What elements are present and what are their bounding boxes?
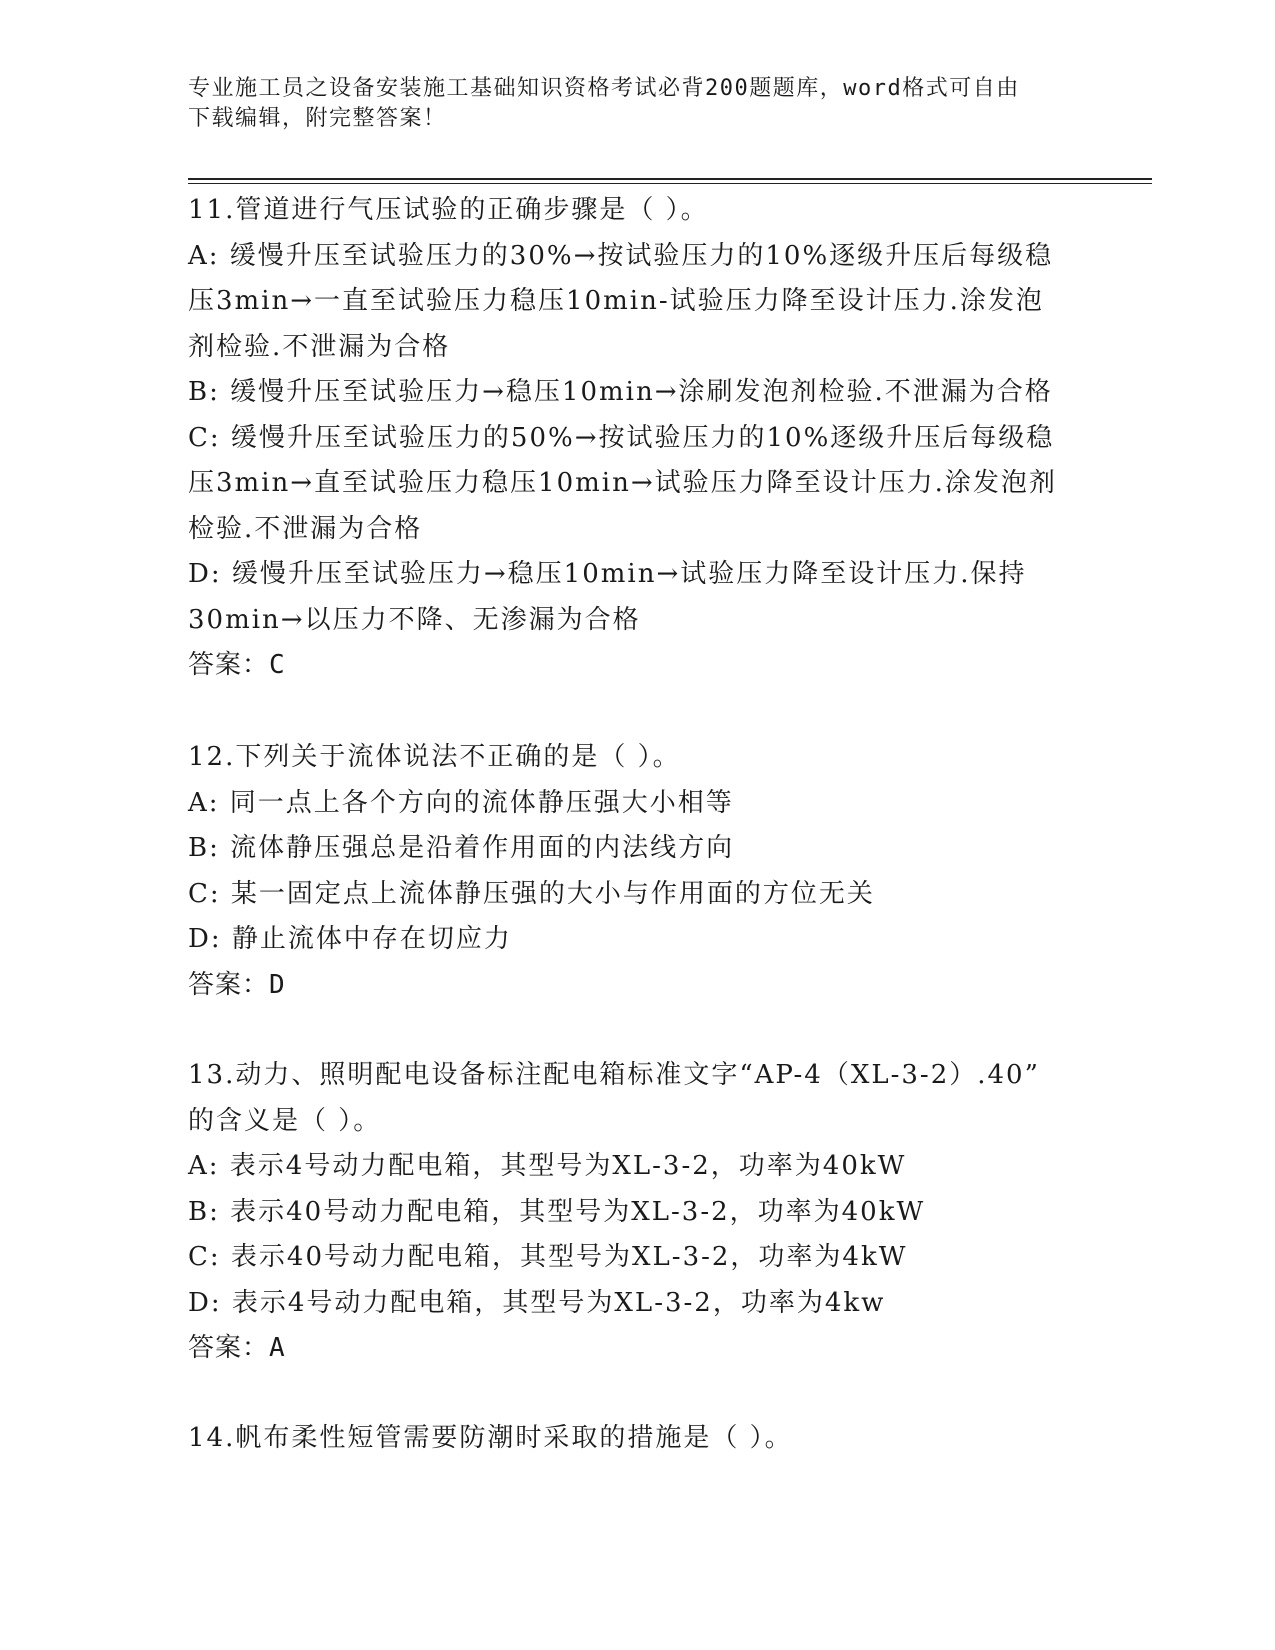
header-line-1: 专业施工员之设备安装施工基础知识资格考试必背200题题库，word格式可自由 <box>188 76 1020 101</box>
option-c-line-2: 压3min→直至试验压力稳压10min→试验压力降至设计压力.涂发泡剂 <box>188 468 1057 498</box>
question-11 <box>188 188 1088 689</box>
header-divider-thin <box>188 183 1152 184</box>
option-a-line-3: 剂检验.不泄漏为合格 <box>188 331 451 362</box>
document-header <box>188 74 1068 134</box>
option-a: A: 表示4号动力配电箱，其型号为XL-3-2，功率为40kW <box>188 1151 907 1181</box>
option-a: A: 同一点上各个方向的流体静压强大小相等 <box>188 787 734 818</box>
option-b: B: 缓慢升压至试验压力→稳压10min→涂刷发泡剂检验.不泄漏为合格 <box>188 377 1053 407</box>
answer: 答案：A <box>188 1333 286 1363</box>
question-stem: 14.帆布柔性短管需要防潮时采取的措施是（ ）。 <box>188 1423 793 1453</box>
option-d: D: 表示4号动力配电箱，其型号为XL-3-2，功率为4kw <box>188 1287 886 1318</box>
question-12 <box>188 735 1088 1008</box>
question-stem: 11.管道进行气压试验的正确步骤是（ ）。 <box>188 195 709 225</box>
option-d-line-2: 30min→以压力不降、无渗漏为合格 <box>188 604 641 635</box>
option-a-line-1: A: 缓慢升压至试验压力的30%→按试验压力的10%逐级升压后每级稳 <box>188 240 1054 271</box>
option-b: B: 流体静压强总是沿着作用面的内法线方向 <box>188 833 735 863</box>
option-b: B: 表示40号动力配电箱，其型号为XL-3-2，功率为40kW <box>188 1196 926 1227</box>
option-c: C: 某一固定点上流体静压强的大小与作用面的方位无关 <box>188 878 875 909</box>
option-c-line-1: C: 缓慢升压至试验压力的50%→按试验压力的10%逐级升压后每级稳 <box>188 422 1055 453</box>
option-a-line-2: 压3min→一直至试验压力稳压10min-试验压力降至设计压力.涂发泡 <box>188 286 1044 316</box>
question-stem-line-1: 13.动力、照明配电设备标注配电箱标准文字“AP-4（XL-3-2）.40” <box>188 1060 1040 1090</box>
answer: 答案：C <box>188 650 286 680</box>
header-divider <box>188 178 1152 180</box>
question-stem-line-2: 的含义是（ ）。 <box>188 1105 382 1136</box>
question-14 <box>188 1416 1088 1462</box>
option-d-line-1: D: 缓慢升压至试验压力→稳压10min→试验压力降至设计压力.保持 <box>188 559 1027 589</box>
option-c: C: 表示40号动力配电箱，其型号为XL-3-2，功率为4kW <box>188 1242 908 1272</box>
question-13 <box>188 1053 1088 1372</box>
option-d: D: 静止流体中存在切应力 <box>188 924 512 954</box>
option-c-line-3: 检验.不泄漏为合格 <box>188 513 423 544</box>
question-stem: 12.下列关于流体说法不正确的是（ ）。 <box>188 742 681 772</box>
answer: 答案：D <box>188 969 286 1000</box>
header-line-2: 下载编辑，附完整答案！ <box>188 106 447 131</box>
